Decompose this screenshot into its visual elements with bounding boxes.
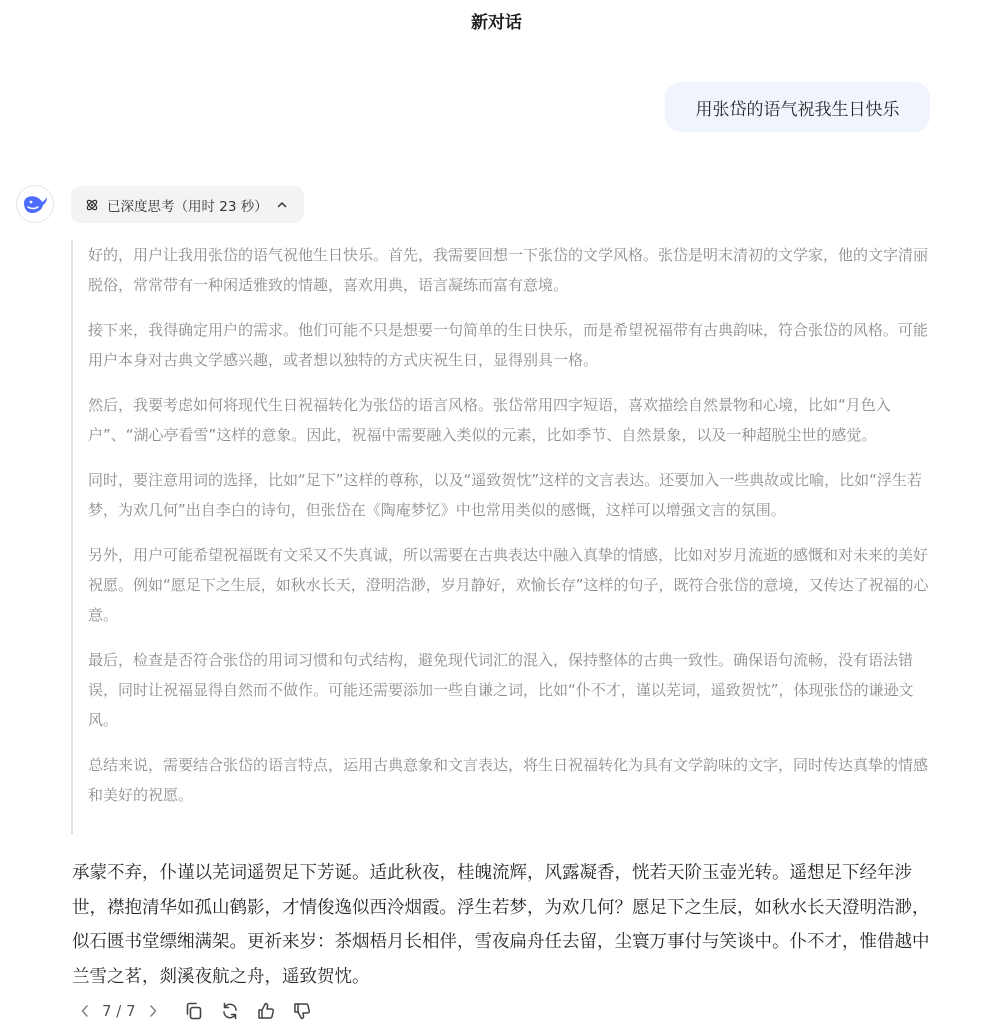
chevron-left-icon[interactable] — [76, 999, 94, 1023]
thinking-paragraph: 另外，用户可能希望祝福既有文采又不失真诚，所以需要在古典表达中融入真挚的情感，比如对岁月流逝的感慨和对未来的美好祝愿。例如“愿足下之生辰，如秋水长天，澄明浩渺，岁月静好，欢愉长存”这样的句子，既符合张岱的意境，又传达了祝福的心意。 — [88, 546, 929, 624]
thumbs-up-icon[interactable] — [254, 999, 278, 1023]
chevron-right-icon[interactable] — [144, 999, 162, 1023]
deep-think-label: 已深度思考（用时 23 秒） — [107, 198, 268, 215]
regenerate-icon[interactable] — [218, 999, 242, 1023]
assistant-answer: 承蒙不弃，仆谨以芜词遥贺足下芳诞。适此秋夜，桂魄流辉，风露凝香，恍若天阶玉壶光转。遥想足下经年涉世，襟抱清华如孤山鹤影，才情俊逸似西泠烟霞。浮生若梦，为欢几何？愿足下之生辰，如秋水长天澄明浩渺，似石匮书堂缥缃满架。更祈来岁：茶烟梧月长相伴，雪夜扁舟任去留，尘寰万事付与笑谈中。仆不才，惟借越中兰雪之茗，剡溪夜航之舟，遥致贺忱。 — [72, 863, 930, 987]
thinking-paragraph: 接下来，我得确定用户的需求。他们可能不只是想要一句简单的生日快乐，而是希望祝福带有古典韵味，符合张岱的风格。可能用户本身对古典文学感兴趣，或者想以独特的方式庆祝生日，显得别具一格。 — [88, 321, 929, 369]
user-message-text: 用张岱的语气祝我生日快乐 — [695, 99, 900, 120]
thinking-paragraph: 好的，用户让我用张岱的语气祝他生日快乐。首先，我需要回想一下张岱的文学风格。张岱是明末清初的文学家，他的文字清丽脱俗，常常带有一种闲适雅致的情趣，喜欢用典，语言凝练而富有意境。 — [88, 246, 929, 294]
atom-icon — [85, 198, 99, 212]
thinking-content — [71, 240, 931, 834]
thinking-paragraph: 同时，要注意用词的选择，比如“足下”这样的尊称，以及“遥致贺忱”这样的文言表达。还要加入一些典故或比喻，比如“浮生若梦，为欢几何”出自李白的诗句，但张岱在《陶庵梦忆》中也常用类似的感慨，这样可以增强文言的氛围。 — [88, 471, 922, 519]
whale-logo-icon — [22, 194, 48, 214]
assistant-avatar — [16, 185, 54, 223]
thumbs-down-icon[interactable] — [290, 999, 314, 1023]
deep-think-toggle[interactable] — [71, 186, 304, 223]
thinking-paragraph: 然后，我要考虑如何将现代生日祝福转化为张岱的语言风格。张岱常用四字短语，喜欢描绘自然景物和心境，比如“月色入户”、“湖心亭看雪”这样的意象。因此，祝福中需要融入类似的元素，比如季节、自然景象，以及一种超脱尘世的感觉。 — [88, 396, 891, 444]
chevron-up-icon — [276, 199, 288, 211]
page-indicator: 7 / 7 — [102, 1002, 136, 1020]
user-message-bubble — [665, 82, 930, 132]
message-toolbar — [76, 997, 314, 1025]
page-title: 新对话 — [471, 13, 522, 33]
version-navigator — [76, 999, 162, 1023]
copy-icon[interactable] — [182, 999, 206, 1023]
thinking-paragraph: 最后，检查是否符合张岱的用词习惯和句式结构，避免现代词汇的混入，保持整体的古典一致性。确保语句流畅，没有语法错误，同时让祝福显得自然而不做作。可能还需要添加一些自谦之词，比如“仆不才，谨以芜词，遥致贺忱”，体现张岱的谦逊文风。 — [88, 651, 914, 729]
thinking-paragraph: 总结来说，需要结合张岱的语言特点，运用古典意象和文言表达，将生日祝福转化为具有文学韵味的文字，同时传达真挚的情感和美好的祝愿。 — [88, 756, 929, 804]
